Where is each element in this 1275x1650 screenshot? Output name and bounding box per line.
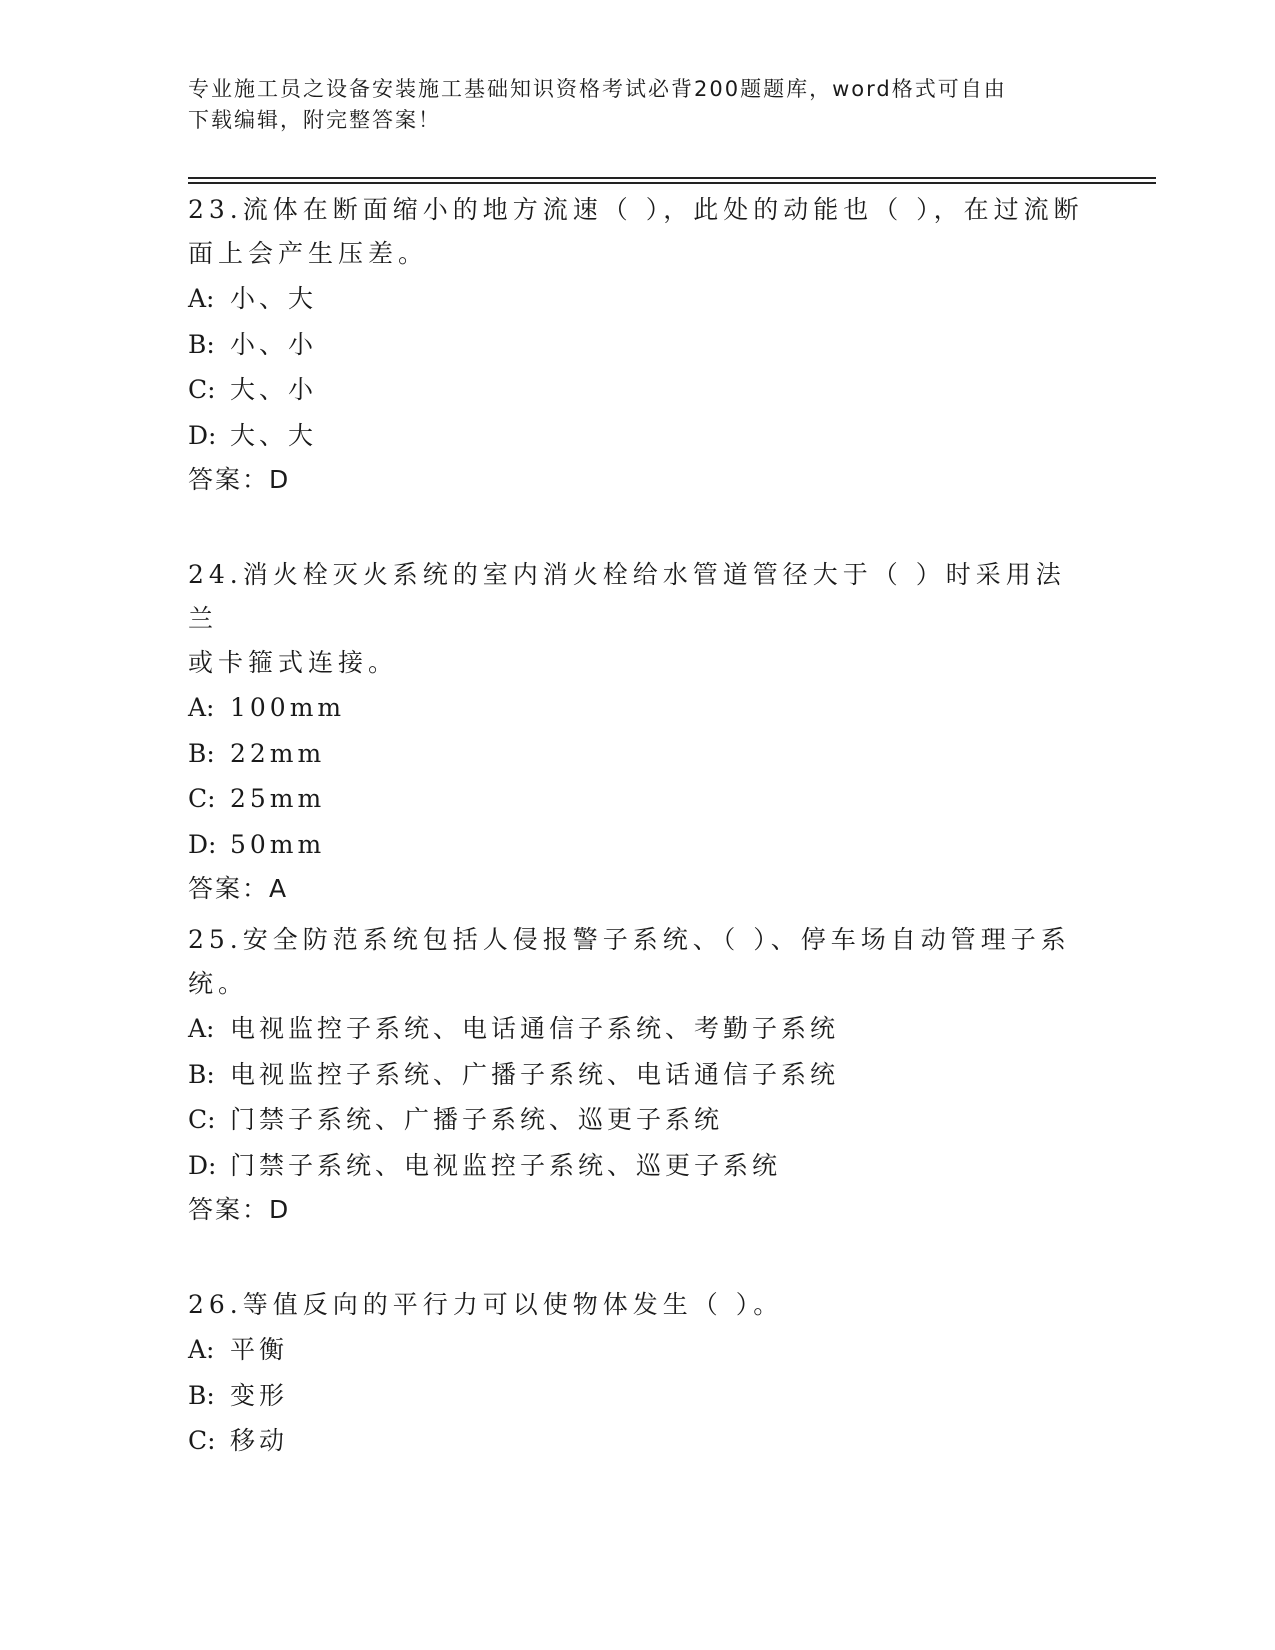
- option-text: 移动: [230, 1426, 289, 1455]
- option-text: 变形: [230, 1380, 289, 1410]
- option-letter: A:: [188, 693, 215, 722]
- option-letter: C:: [188, 1426, 216, 1455]
- option-b: [188, 1052, 1088, 1098]
- option-b: [188, 1373, 1088, 1419]
- answer-line: 答案：A: [188, 874, 289, 903]
- option-text: 25mm: [230, 784, 326, 813]
- option-text: 门禁子系统、广播子系统、巡更子系统: [230, 1105, 724, 1134]
- option-letter: D:: [188, 829, 217, 859]
- option-a: [188, 685, 1088, 731]
- question-stem-line-2: 面上会产生压差。: [188, 239, 429, 268]
- option-letter: B:: [188, 1380, 215, 1410]
- option-a: [188, 1006, 1088, 1052]
- option-text: 小、大: [230, 284, 318, 313]
- question-stem: [188, 188, 1088, 276]
- option-letter: B:: [188, 738, 215, 768]
- option-text: 门禁子系统、电视监控子系统、巡更子系统: [230, 1150, 782, 1180]
- question-stem-line-1: 等值反向的平行力可以使物体发生（ ）。: [242, 1290, 784, 1319]
- option-letter: C:: [188, 375, 216, 404]
- option-letter: A:: [188, 1335, 215, 1364]
- option-text: 平衡: [230, 1335, 289, 1364]
- question-number: 25.: [188, 925, 243, 954]
- question-stem-line-1: 消火栓灭火系统的室内消火栓给水管道管径大于（ ）时采用法兰: [188, 560, 1066, 633]
- question-stem-line-1: 流体在断面缩小的地方流速（ ），此处的动能也（ ），在过流断: [242, 195, 1084, 224]
- option-c: [188, 776, 1088, 822]
- option-d: [188, 1143, 1088, 1189]
- question-stem-line-2: 统。: [188, 969, 249, 998]
- header-divider-bottom: [188, 182, 1156, 184]
- document-header: [188, 74, 1088, 136]
- option-letter: A:: [188, 1014, 215, 1043]
- option-text: 小、小: [230, 329, 318, 359]
- option-letter: D:: [188, 1150, 217, 1180]
- option-letter: C:: [188, 1105, 216, 1134]
- question-stem: [188, 918, 1088, 1006]
- header-line-2: 下载编辑，附完整答案！: [188, 108, 441, 132]
- option-text: 50mm: [230, 829, 326, 859]
- question-26: [188, 1283, 1088, 1464]
- option-c: [188, 1097, 1088, 1143]
- question-24: [188, 553, 1088, 911]
- option-text: 电视监控子系统、电话通信子系统、考勤子系统: [230, 1014, 840, 1043]
- option-text: 大、大: [230, 420, 318, 450]
- option-letter: A:: [188, 284, 215, 313]
- option-letter: B:: [188, 1059, 215, 1089]
- option-a: [188, 1327, 1088, 1373]
- option-letter: C:: [188, 784, 216, 813]
- option-d: [188, 822, 1088, 868]
- option-c: [188, 1418, 1088, 1464]
- option-text: 22mm: [230, 738, 326, 768]
- question-number: 24.: [188, 560, 243, 589]
- option-letter: D:: [188, 420, 217, 450]
- answer-line: 答案：D: [188, 465, 291, 494]
- question-23: [188, 188, 1088, 502]
- option-b: [188, 731, 1088, 777]
- option-d: [188, 413, 1088, 459]
- header-line-1: 专业施工员之设备安装施工基础知识资格考试必背200题题库，word格式可自由: [188, 77, 1007, 101]
- header-divider-top: [188, 177, 1156, 179]
- question-number: 23.: [188, 195, 243, 224]
- option-text: 大、小: [230, 375, 318, 404]
- option-b: [188, 322, 1088, 368]
- question-stem-line-2: 或卡箍式连接。: [188, 648, 399, 677]
- option-a: [188, 276, 1088, 322]
- question-stem: [188, 553, 1088, 685]
- answer-line: 答案：D: [188, 1195, 291, 1224]
- option-letter: B:: [188, 329, 215, 359]
- question-25: [188, 918, 1088, 1232]
- question-stem: [188, 1283, 1088, 1327]
- question-stem-line-1: 安全防范系统包括人侵报警子系统、（ ）、停车场自动管理子系: [242, 925, 1071, 954]
- option-text: 100mm: [230, 693, 346, 722]
- question-number: 26.: [188, 1290, 243, 1319]
- option-c: [188, 367, 1088, 413]
- option-text: 电视监控子系统、广播子系统、电话通信子系统: [230, 1059, 840, 1089]
